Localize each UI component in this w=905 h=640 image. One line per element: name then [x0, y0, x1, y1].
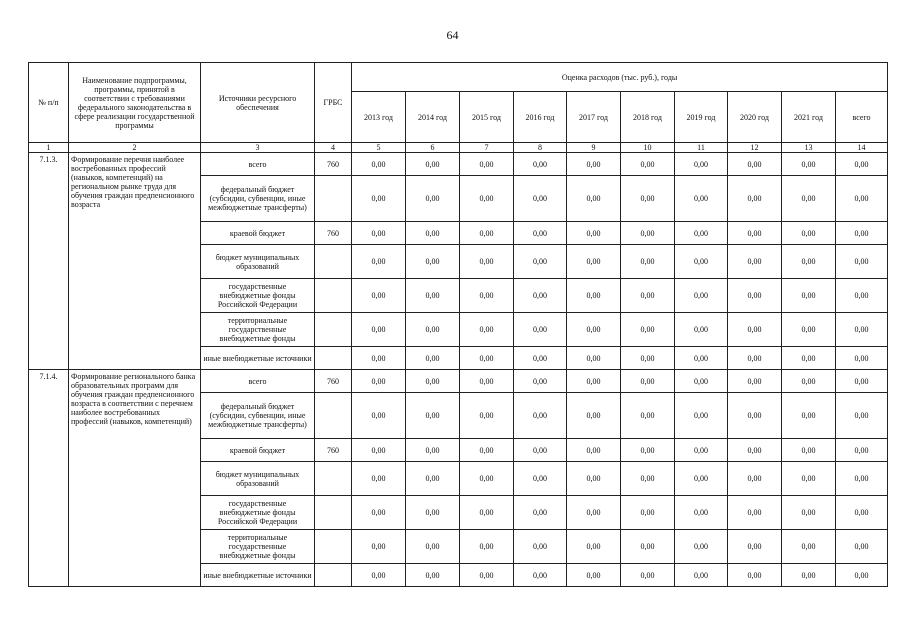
funding-source: иные внебюджетные источники [201, 347, 315, 370]
funding-source: всего [201, 370, 315, 393]
value-cell: 0,00 [406, 496, 460, 530]
value-cell: 0,00 [675, 496, 728, 530]
value-cell: 0,00 [836, 462, 888, 496]
funding-source: государственные внебюджетные фонды Российской Федерации [201, 496, 315, 530]
funding-source: территориальные государственные внебюджетные фонды [201, 313, 315, 347]
value-cell: 0,00 [782, 245, 836, 279]
value-cell: 0,00 [621, 153, 675, 176]
value-cell: 0,00 [836, 279, 888, 313]
value-cell: 0,00 [836, 439, 888, 462]
header-row-top [29, 63, 888, 92]
value-cell: 0,00 [567, 530, 621, 564]
value-cell: 0,00 [406, 279, 460, 313]
value-cell: 0,00 [728, 245, 782, 279]
value-cell: 0,00 [728, 279, 782, 313]
value-cell: 0,00 [460, 564, 514, 587]
funding-source: бюджет муниципальных образований [201, 462, 315, 496]
grbs-code [315, 393, 352, 439]
value-cell: 0,00 [352, 245, 406, 279]
value-cell: 0,00 [728, 462, 782, 496]
value-cell: 0,00 [514, 245, 567, 279]
header-grbs: ГРБС [315, 63, 352, 143]
budget-table [28, 62, 888, 587]
value-cell: 0,00 [514, 176, 567, 222]
value-cell: 0,00 [621, 370, 675, 393]
value-cell: 0,00 [836, 313, 888, 347]
value-cell: 0,00 [352, 176, 406, 222]
funding-source: всего [201, 153, 315, 176]
funding-source: государственные внебюджетные фонды Российской Федерации [201, 279, 315, 313]
value-cell: 0,00 [567, 279, 621, 313]
value-cell: 0,00 [567, 496, 621, 530]
value-cell: 0,00 [728, 313, 782, 347]
value-cell: 0,00 [621, 245, 675, 279]
value-cell: 0,00 [675, 564, 728, 587]
value-cell: 0,00 [406, 393, 460, 439]
column-number: 4 [315, 143, 352, 153]
value-cell: 0,00 [514, 153, 567, 176]
header-year: 2020 год [728, 92, 782, 143]
value-cell: 0,00 [675, 153, 728, 176]
header-year: 2016 год [514, 92, 567, 143]
value-cell: 0,00 [836, 393, 888, 439]
value-cell: 0,00 [782, 530, 836, 564]
item-name: Формирование регионального банка образовательных программ для обучения граждан предпенсионного возраста в соответствии с перечнем наиболее востребованных профессий (навыков, компетенций) [69, 370, 201, 587]
grbs-code [315, 530, 352, 564]
value-cell: 0,00 [675, 279, 728, 313]
value-cell: 0,00 [675, 245, 728, 279]
value-cell: 0,00 [460, 153, 514, 176]
value-cell: 0,00 [782, 496, 836, 530]
value-cell: 0,00 [567, 462, 621, 496]
value-cell: 0,00 [621, 279, 675, 313]
value-cell: 0,00 [836, 153, 888, 176]
value-cell: 0,00 [406, 439, 460, 462]
value-cell: 0,00 [406, 313, 460, 347]
value-cell: 0,00 [728, 439, 782, 462]
header-num: № п/п [29, 63, 69, 143]
value-cell: 0,00 [621, 462, 675, 496]
grbs-code: 760 [315, 222, 352, 245]
value-cell: 0,00 [567, 153, 621, 176]
value-cell: 0,00 [675, 393, 728, 439]
value-cell: 0,00 [460, 530, 514, 564]
value-cell: 0,00 [567, 439, 621, 462]
value-cell: 0,00 [352, 279, 406, 313]
value-cell: 0,00 [836, 370, 888, 393]
value-cell: 0,00 [782, 439, 836, 462]
header-year: 2014 год [406, 92, 460, 143]
value-cell: 0,00 [514, 393, 567, 439]
grbs-code: 760 [315, 370, 352, 393]
value-cell: 0,00 [621, 439, 675, 462]
funding-source: федеральный бюджет (субсидии, субвенции, иные межбюджетные трансферты) [201, 176, 315, 222]
value-cell: 0,00 [621, 393, 675, 439]
funding-source: иные внебюджетные источники [201, 564, 315, 587]
value-cell: 0,00 [782, 313, 836, 347]
column-number: 3 [201, 143, 315, 153]
funding-source: федеральный бюджет (субсидии, субвенции, иные межбюджетные трансферты) [201, 393, 315, 439]
value-cell: 0,00 [782, 153, 836, 176]
value-cell: 0,00 [836, 347, 888, 370]
column-number: 5 [352, 143, 406, 153]
value-cell: 0,00 [514, 530, 567, 564]
value-cell: 0,00 [514, 222, 567, 245]
grbs-code [315, 279, 352, 313]
grbs-code: 760 [315, 439, 352, 462]
value-cell: 0,00 [352, 564, 406, 587]
value-cell: 0,00 [460, 462, 514, 496]
value-cell: 0,00 [352, 530, 406, 564]
grbs-code [315, 245, 352, 279]
value-cell: 0,00 [514, 496, 567, 530]
value-cell: 0,00 [567, 370, 621, 393]
funding-source: краевой бюджет [201, 222, 315, 245]
value-cell: 0,00 [460, 222, 514, 245]
value-cell: 0,00 [728, 564, 782, 587]
value-cell: 0,00 [728, 530, 782, 564]
value-cell: 0,00 [675, 347, 728, 370]
item-number: 7.1.4. [29, 370, 69, 587]
value-cell: 0,00 [728, 347, 782, 370]
value-cell: 0,00 [836, 176, 888, 222]
column-number: 11 [675, 143, 728, 153]
value-cell: 0,00 [782, 370, 836, 393]
value-cell: 0,00 [728, 496, 782, 530]
value-cell: 0,00 [782, 462, 836, 496]
value-cell: 0,00 [621, 222, 675, 245]
table-row [29, 153, 888, 176]
value-cell: 0,00 [836, 245, 888, 279]
value-cell: 0,00 [406, 222, 460, 245]
funding-source: территориальные государственные внебюджетные фонды [201, 530, 315, 564]
value-cell: 0,00 [514, 439, 567, 462]
value-cell: 0,00 [621, 176, 675, 222]
column-number: 9 [567, 143, 621, 153]
value-cell: 0,00 [406, 370, 460, 393]
header-year: 2017 год [567, 92, 621, 143]
value-cell: 0,00 [675, 530, 728, 564]
value-cell: 0,00 [352, 153, 406, 176]
value-cell: 0,00 [675, 439, 728, 462]
value-cell: 0,00 [567, 347, 621, 370]
value-cell: 0,00 [675, 313, 728, 347]
value-cell: 0,00 [836, 496, 888, 530]
value-cell: 0,00 [406, 347, 460, 370]
header-year: 2013 год [352, 92, 406, 143]
column-number: 1 [29, 143, 69, 153]
funding-source: краевой бюджет [201, 439, 315, 462]
value-cell: 0,00 [460, 245, 514, 279]
value-cell: 0,00 [567, 393, 621, 439]
table-row [29, 370, 888, 393]
value-cell: 0,00 [514, 279, 567, 313]
value-cell: 0,00 [460, 176, 514, 222]
grbs-code [315, 462, 352, 496]
value-cell: 0,00 [728, 370, 782, 393]
value-cell: 0,00 [406, 245, 460, 279]
value-cell: 0,00 [728, 393, 782, 439]
value-cell: 0,00 [621, 313, 675, 347]
grbs-code [315, 176, 352, 222]
value-cell: 0,00 [352, 393, 406, 439]
value-cell: 0,00 [460, 370, 514, 393]
value-cell: 0,00 [352, 496, 406, 530]
grbs-code [315, 347, 352, 370]
item-number: 7.1.3. [29, 153, 69, 370]
header-name: Наименование подпрограммы, программы, принятой в соответствии с требованиями федерального законодательства в сфере реализации государственной программы [69, 63, 201, 143]
value-cell: 0,00 [728, 153, 782, 176]
value-cell: 0,00 [406, 462, 460, 496]
value-cell: 0,00 [514, 347, 567, 370]
value-cell: 0,00 [728, 176, 782, 222]
value-cell: 0,00 [621, 564, 675, 587]
value-cell: 0,00 [675, 462, 728, 496]
value-cell: 0,00 [836, 530, 888, 564]
funding-source: бюджет муниципальных образований [201, 245, 315, 279]
value-cell: 0,00 [675, 370, 728, 393]
value-cell: 0,00 [836, 222, 888, 245]
page-number: 64 [446, 28, 459, 42]
header-year: 2019 год [675, 92, 728, 143]
grbs-code [315, 564, 352, 587]
column-number-row [29, 143, 888, 153]
value-cell: 0,00 [675, 176, 728, 222]
column-number: 10 [621, 143, 675, 153]
value-cell: 0,00 [782, 222, 836, 245]
value-cell: 0,00 [567, 564, 621, 587]
value-cell: 0,00 [352, 222, 406, 245]
grbs-code [315, 496, 352, 530]
header-estimate: Оценка расходов (тыс. руб.), годы [352, 63, 888, 92]
column-number: 14 [836, 143, 888, 153]
value-cell: 0,00 [567, 313, 621, 347]
value-cell: 0,00 [728, 222, 782, 245]
value-cell: 0,00 [460, 313, 514, 347]
value-cell: 0,00 [567, 222, 621, 245]
value-cell: 0,00 [406, 564, 460, 587]
value-cell: 0,00 [460, 279, 514, 313]
value-cell: 0,00 [352, 313, 406, 347]
column-number: 8 [514, 143, 567, 153]
value-cell: 0,00 [460, 496, 514, 530]
column-number: 12 [728, 143, 782, 153]
value-cell: 0,00 [514, 462, 567, 496]
column-number: 13 [782, 143, 836, 153]
value-cell: 0,00 [460, 393, 514, 439]
value-cell: 0,00 [352, 439, 406, 462]
value-cell: 0,00 [514, 370, 567, 393]
value-cell: 0,00 [514, 313, 567, 347]
item-name: Формирование перечня наиболее востребованных профессий (навыков, компетенций) на региональном рынке труда для обучения граждан предпенсионного возраста [69, 153, 201, 370]
value-cell: 0,00 [782, 564, 836, 587]
value-cell: 0,00 [675, 222, 728, 245]
value-cell: 0,00 [782, 176, 836, 222]
value-cell: 0,00 [352, 347, 406, 370]
value-cell: 0,00 [782, 347, 836, 370]
value-cell: 0,00 [352, 462, 406, 496]
header-year: 2015 год [460, 92, 514, 143]
value-cell: 0,00 [782, 279, 836, 313]
header-year: 2021 год [782, 92, 836, 143]
header-year: 2018 год [621, 92, 675, 143]
value-cell: 0,00 [460, 439, 514, 462]
grbs-code [315, 313, 352, 347]
value-cell: 0,00 [460, 347, 514, 370]
value-cell: 0,00 [567, 176, 621, 222]
grbs-code: 760 [315, 153, 352, 176]
column-number: 2 [69, 143, 201, 153]
value-cell: 0,00 [621, 347, 675, 370]
value-cell: 0,00 [406, 530, 460, 564]
value-cell: 0,00 [621, 496, 675, 530]
column-number: 6 [406, 143, 460, 153]
value-cell: 0,00 [782, 393, 836, 439]
header-source: Источники ресурсного обеспечения [201, 63, 315, 143]
value-cell: 0,00 [406, 176, 460, 222]
value-cell: 0,00 [352, 370, 406, 393]
value-cell: 0,00 [406, 153, 460, 176]
value-cell: 0,00 [514, 564, 567, 587]
column-number: 7 [460, 143, 514, 153]
header-year: всего [836, 92, 888, 143]
value-cell: 0,00 [621, 530, 675, 564]
table-body [29, 153, 888, 587]
value-cell: 0,00 [567, 245, 621, 279]
value-cell: 0,00 [836, 564, 888, 587]
